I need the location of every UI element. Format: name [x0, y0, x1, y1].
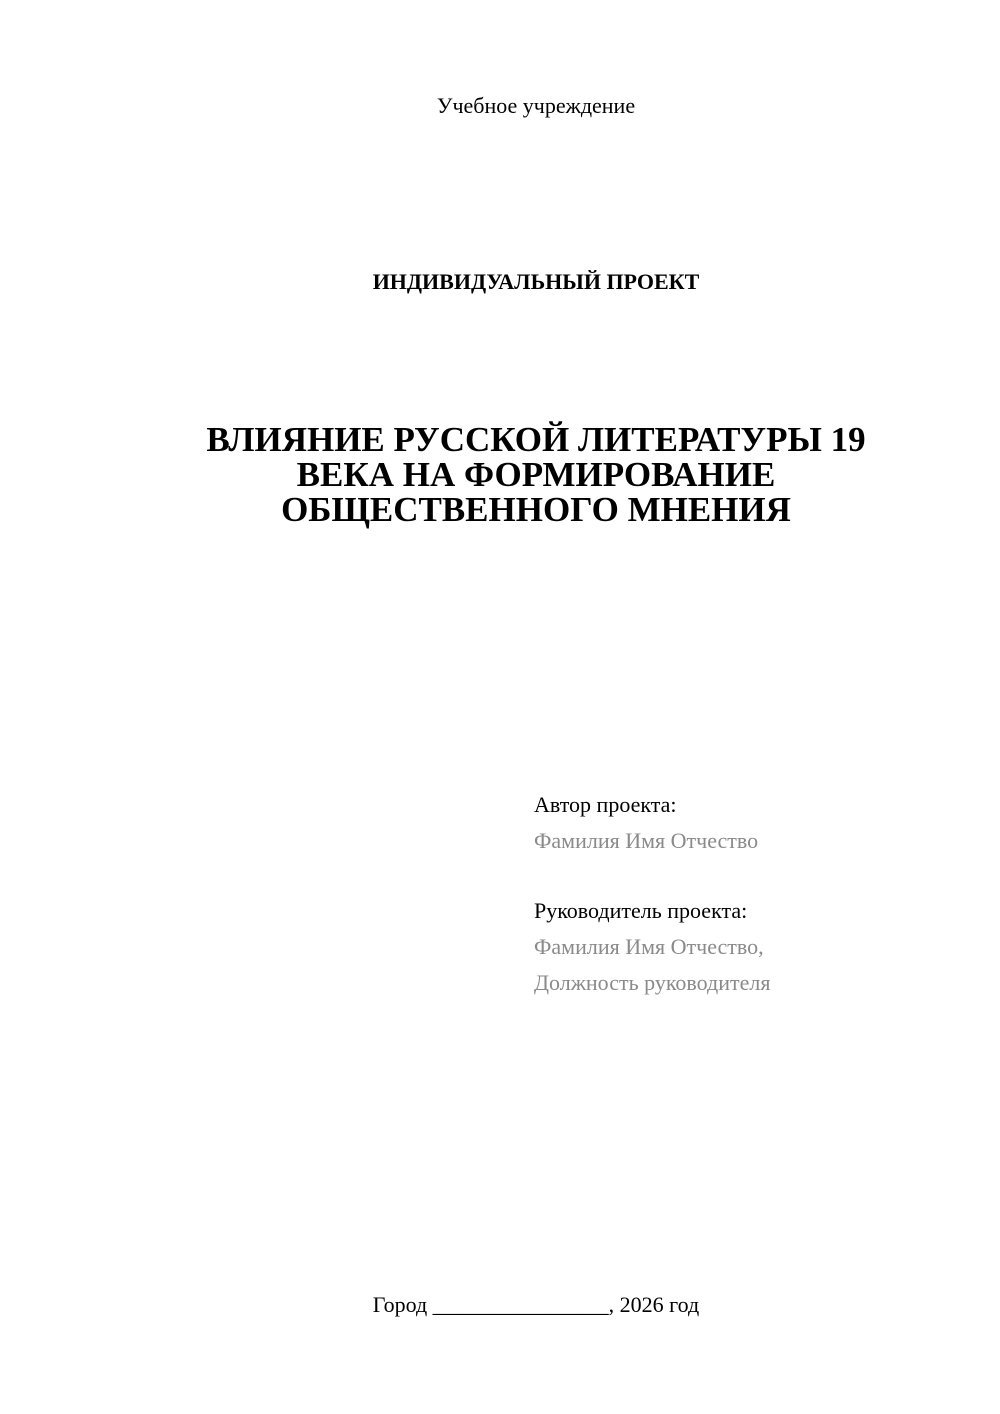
author-name: Фамилия Имя Отчество — [534, 828, 759, 853]
document-title — [0, 422, 1000, 527]
document-title-line: ОБЩЕСТВЕННОГО МНЕНИЯ — [281, 490, 791, 529]
credits-spacer — [534, 859, 974, 893]
document-title-line: ВЛИЯНИЕ РУССКОЙ ЛИТЕРАТУРЫ 19 — [206, 420, 866, 459]
document-type: ИНДИВИДУАЛЬНЫЙ ПРОЕКТ — [372, 269, 700, 294]
institution-name: Учебное учреждение — [436, 93, 636, 118]
supervisor-position: Должность руководителя — [534, 970, 771, 995]
author-label: Автор проекта: — [534, 792, 677, 817]
supervisor-label: Руководитель проекта: — [534, 898, 748, 923]
supervisor-name: Фамилия Имя Отчество, — [534, 934, 764, 959]
document-title-line: ВЕКА НА ФОРМИРОВАНИЕ — [296, 455, 776, 494]
credits-block — [534, 787, 974, 1001]
city-year-line: Город ________________, 2026 год — [372, 1292, 700, 1317]
